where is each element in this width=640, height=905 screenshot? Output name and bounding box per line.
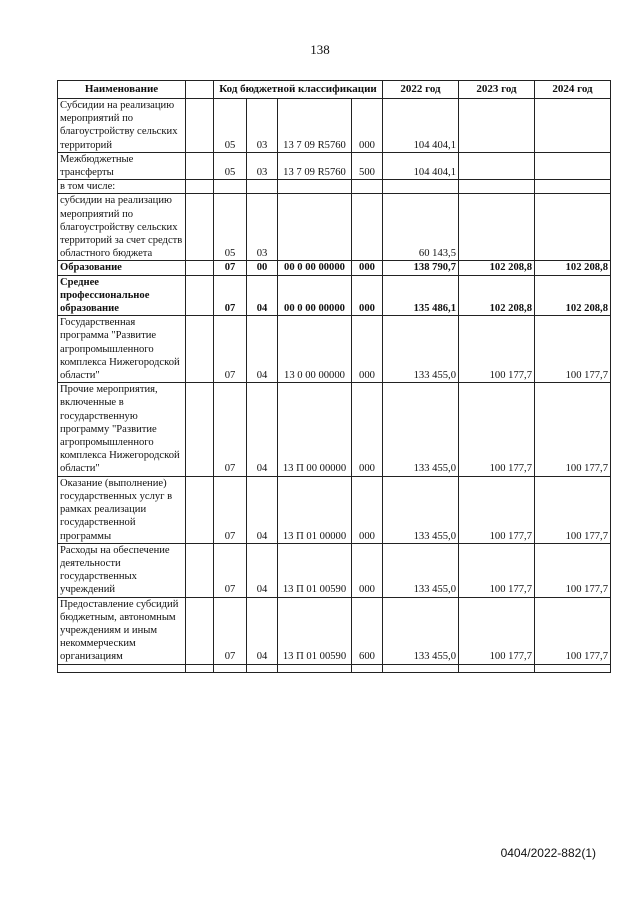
expense-type-code: 000 — [352, 316, 383, 383]
target-article-code: 00 0 00 00000 — [278, 275, 352, 316]
section-code: 07 — [214, 597, 247, 664]
subsection-code — [247, 180, 278, 194]
subsection-code: 03 — [247, 194, 278, 261]
value-2022: 133 455,0 — [383, 316, 459, 383]
table-row — [58, 275, 611, 316]
empty-cell — [186, 597, 214, 664]
header-2022: 2022 год — [383, 81, 459, 99]
table-row — [58, 597, 611, 664]
value-2024: 102 208,8 — [535, 275, 611, 316]
value-2023: 100 177,7 — [459, 476, 535, 543]
subsection-code: 04 — [247, 476, 278, 543]
empty-cell — [383, 664, 459, 672]
subsection-code: 04 — [247, 316, 278, 383]
header-classification-gap — [186, 81, 214, 99]
empty-cell — [186, 316, 214, 383]
empty-cell — [214, 664, 247, 672]
value-2022 — [383, 180, 459, 194]
value-2024: 100 177,7 — [535, 476, 611, 543]
value-2022: 133 455,0 — [383, 543, 459, 597]
empty-cell — [186, 180, 214, 194]
empty-cell — [186, 543, 214, 597]
empty-cell — [352, 664, 383, 672]
empty-cell — [186, 275, 214, 316]
target-article-code: 13 П 01 00590 — [278, 543, 352, 597]
row-name: Образование — [58, 261, 186, 275]
value-2024: 100 177,7 — [535, 597, 611, 664]
row-name: в том числе: — [58, 180, 186, 194]
row-name: Субсидии на реализацию мероприятий по благоустройству сельских территорий — [58, 99, 186, 153]
target-article-code: 13 П 01 00590 — [278, 597, 352, 664]
expense-type-code: 000 — [352, 275, 383, 316]
value-2022: 104 404,1 — [383, 99, 459, 153]
header-2024: 2024 год — [535, 81, 611, 99]
expense-type-code: 000 — [352, 261, 383, 275]
section-code: 07 — [214, 543, 247, 597]
header-classification: Код бюджетной классификации — [214, 81, 383, 99]
row-name: субсидии на реализацию мероприятий по благоустройству сельских территорий за счет средств областного бюджета — [58, 194, 186, 261]
value-2023: 102 208,8 — [459, 261, 535, 275]
target-article-code: 13 7 09 R5760 — [278, 152, 352, 179]
table-row — [58, 543, 611, 597]
header-name: Наименование — [58, 81, 186, 99]
section-code: 05 — [214, 99, 247, 153]
subsection-code: 04 — [247, 383, 278, 476]
empty-cell — [535, 664, 611, 672]
table-row — [58, 383, 611, 476]
section-code: 05 — [214, 194, 247, 261]
value-2024 — [535, 152, 611, 179]
empty-cell — [278, 664, 352, 672]
table-row — [58, 99, 611, 153]
value-2023: 100 177,7 — [459, 316, 535, 383]
empty-cell — [186, 152, 214, 179]
value-2024: 102 208,8 — [535, 261, 611, 275]
section-code: 07 — [214, 476, 247, 543]
value-2022: 60 143,5 — [383, 194, 459, 261]
value-2024: 100 177,7 — [535, 383, 611, 476]
empty-cell — [247, 664, 278, 672]
expense-type-code: 000 — [352, 543, 383, 597]
value-2024 — [535, 180, 611, 194]
section-code: 07 — [214, 261, 247, 275]
row-name: Расходы на обеспечение деятельности государственных учреждений — [58, 543, 186, 597]
row-name: Предоставление субсидий бюджетным, автономным учреждениям и иным некоммерческим организациям — [58, 597, 186, 664]
value-2023 — [459, 180, 535, 194]
empty-cell — [186, 261, 214, 275]
row-name: Государственная программа "Развитие агропромышленного комплекса Нижегородской области" — [58, 316, 186, 383]
row-name: Прочие мероприятия, включенные в государственную программу "Развитие агропромышленного комплекса Нижегородской области" — [58, 383, 186, 476]
value-2022: 138 790,7 — [383, 261, 459, 275]
header-2023: 2023 год — [459, 81, 535, 99]
subsection-code: 03 — [247, 99, 278, 153]
row-name: Оказание (выполнение) государственных услуг в рамках реализации государственной программы — [58, 476, 186, 543]
section-code: 07 — [214, 383, 247, 476]
expense-type-code: 000 — [352, 383, 383, 476]
value-2023 — [459, 99, 535, 153]
expense-type-code — [352, 194, 383, 261]
expense-type-code: 500 — [352, 152, 383, 179]
empty-cell — [186, 664, 214, 672]
value-2022: 133 455,0 — [383, 383, 459, 476]
target-article-code — [278, 194, 352, 261]
value-2023: 100 177,7 — [459, 597, 535, 664]
empty-cell — [186, 476, 214, 543]
table-row — [58, 261, 611, 275]
section-code — [214, 180, 247, 194]
value-2023 — [459, 152, 535, 179]
value-2023: 100 177,7 — [459, 383, 535, 476]
budget-table — [57, 80, 611, 673]
page-number: 138 — [310, 42, 330, 57]
expense-type-code: 000 — [352, 99, 383, 153]
table-row — [58, 476, 611, 543]
subsection-code: 03 — [247, 152, 278, 179]
expense-type-code: 600 — [352, 597, 383, 664]
subsection-code: 04 — [247, 597, 278, 664]
value-2024: 100 177,7 — [535, 543, 611, 597]
value-2022: 104 404,1 — [383, 152, 459, 179]
empty-cell — [186, 194, 214, 261]
subsection-code: 04 — [247, 543, 278, 597]
target-article-code: 13 П 01 00000 — [278, 476, 352, 543]
section-code: 05 — [214, 152, 247, 179]
table-row — [58, 316, 611, 383]
value-2023: 102 208,8 — [459, 275, 535, 316]
row-name: Межбюджетные трансферты — [58, 152, 186, 179]
empty-cell — [186, 99, 214, 153]
value-2024 — [535, 194, 611, 261]
table-row — [58, 194, 611, 261]
document-code: 0404/2022-882(1) — [500, 846, 596, 860]
target-article-code — [278, 180, 352, 194]
table-row — [58, 152, 611, 179]
target-article-code: 00 0 00 00000 — [278, 261, 352, 275]
expense-type-code — [352, 180, 383, 194]
table-row — [58, 180, 611, 194]
value-2024 — [535, 99, 611, 153]
value-2024: 100 177,7 — [535, 316, 611, 383]
header-row — [58, 81, 611, 99]
subsection-code: 04 — [247, 275, 278, 316]
value-2023 — [459, 194, 535, 261]
section-code: 07 — [214, 275, 247, 316]
target-article-code: 13 0 00 00000 — [278, 316, 352, 383]
subsection-code: 00 — [247, 261, 278, 275]
empty-cell — [186, 383, 214, 476]
section-code: 07 — [214, 316, 247, 383]
empty-cell — [58, 664, 186, 672]
expense-type-code: 000 — [352, 476, 383, 543]
row-name: Среднее профессиональное образование — [58, 275, 186, 316]
value-2022: 133 455,0 — [383, 476, 459, 543]
target-article-code: 13 П 00 00000 — [278, 383, 352, 476]
target-article-code: 13 7 09 R5760 — [278, 99, 352, 153]
value-2023: 100 177,7 — [459, 543, 535, 597]
empty-cell — [459, 664, 535, 672]
value-2022: 133 455,0 — [383, 597, 459, 664]
value-2022: 135 486,1 — [383, 275, 459, 316]
table-row-empty — [58, 664, 611, 672]
